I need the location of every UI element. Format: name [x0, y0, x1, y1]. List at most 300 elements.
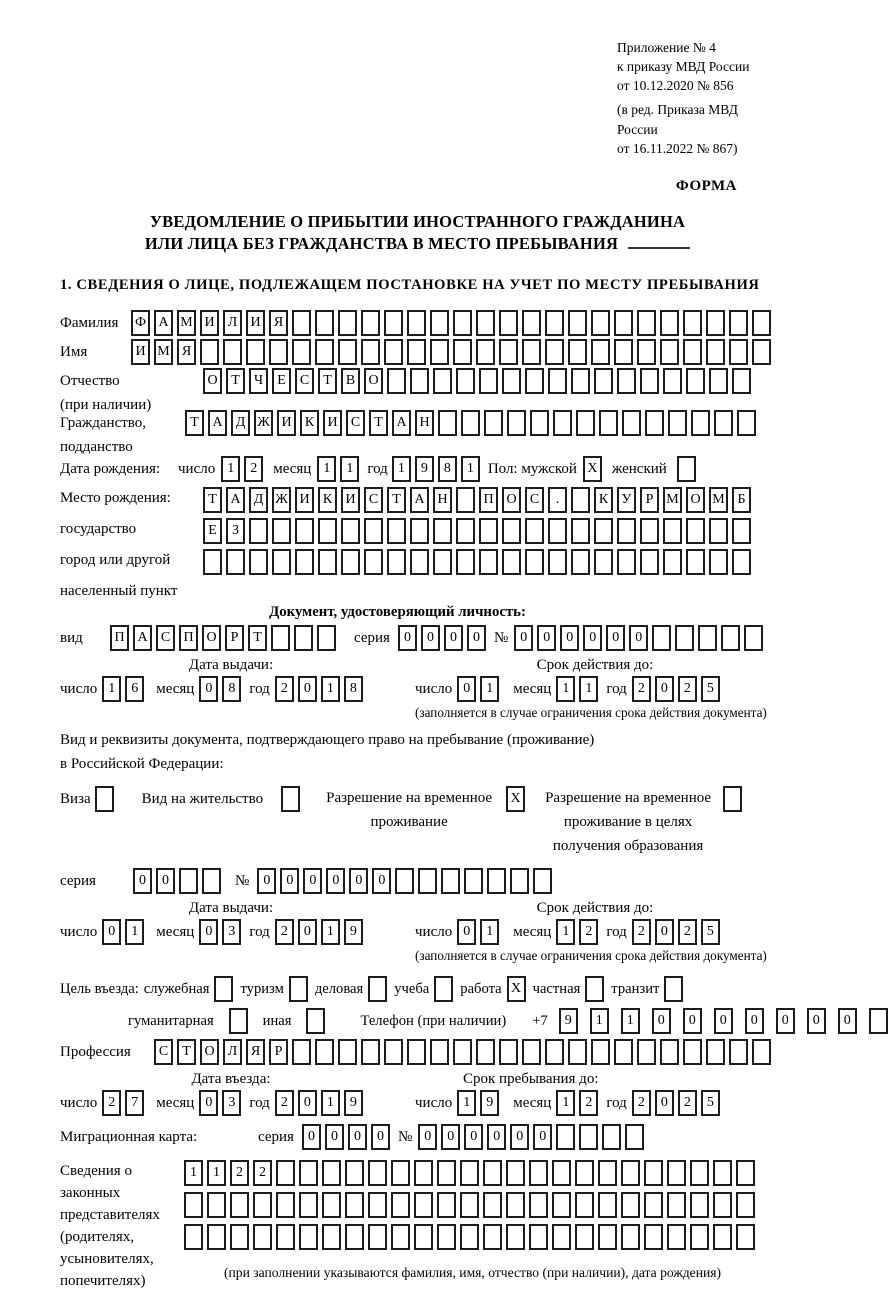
cell[interactable]	[271, 625, 290, 651]
cell[interactable]	[576, 410, 595, 436]
cell[interactable]	[683, 310, 702, 336]
cell[interactable]: В	[341, 368, 360, 394]
cell[interactable]	[510, 868, 529, 894]
cell[interactable]: 0	[583, 625, 602, 651]
cell[interactable]: Я	[177, 339, 196, 365]
cell[interactable]: 5	[701, 1090, 720, 1116]
cell[interactable]	[552, 1160, 571, 1186]
cell[interactable]	[667, 1160, 686, 1186]
cell[interactable]	[553, 410, 572, 436]
cell[interactable]	[281, 786, 300, 812]
cell[interactable]: К	[318, 487, 337, 513]
cell[interactable]	[338, 339, 357, 365]
cell[interactable]: 1	[579, 676, 598, 702]
res-valid-day-cells[interactable]	[457, 919, 503, 945]
cell[interactable]: 1	[321, 919, 340, 945]
cell[interactable]	[706, 310, 725, 336]
cell[interactable]	[295, 518, 314, 544]
cell[interactable]	[464, 868, 483, 894]
cell[interactable]: И	[246, 310, 265, 336]
cell[interactable]	[407, 310, 426, 336]
purpose-humanitarian-checkbox[interactable]	[224, 1008, 255, 1034]
doc-type-cells[interactable]	[110, 625, 340, 651]
cell[interactable]	[568, 310, 587, 336]
cell[interactable]	[723, 786, 742, 812]
cell[interactable]	[529, 1224, 548, 1250]
stay-year-cells[interactable]	[632, 1090, 724, 1116]
cell[interactable]	[660, 1039, 679, 1065]
res-issue-month-cells[interactable]	[199, 919, 245, 945]
cell[interactable]	[729, 310, 748, 336]
cell[interactable]: 1	[556, 676, 575, 702]
cell[interactable]	[407, 339, 426, 365]
cell[interactable]: Н	[415, 410, 434, 436]
cell[interactable]	[229, 1008, 248, 1034]
cell[interactable]	[483, 1192, 502, 1218]
cell[interactable]	[476, 339, 495, 365]
cell[interactable]	[384, 1039, 403, 1065]
cell[interactable]	[752, 310, 771, 336]
cell[interactable]: Я	[246, 1039, 265, 1065]
cell[interactable]	[533, 868, 552, 894]
cell[interactable]	[545, 310, 564, 336]
id-valid-year-cells[interactable]	[632, 676, 724, 702]
cell[interactable]	[640, 549, 659, 575]
cell[interactable]: 0	[745, 1008, 764, 1034]
cell[interactable]	[506, 1160, 525, 1186]
cell[interactable]	[591, 339, 610, 365]
cell[interactable]	[499, 339, 518, 365]
cell[interactable]: Д	[231, 410, 250, 436]
cell[interactable]	[249, 549, 268, 575]
cell[interactable]	[640, 368, 659, 394]
sex-female-checkbox[interactable]	[677, 456, 700, 482]
temp-permit-checkbox[interactable]	[506, 786, 529, 812]
cell[interactable]: Т	[177, 1039, 196, 1065]
cell[interactable]: О	[502, 487, 521, 513]
cell[interactable]	[686, 549, 705, 575]
cell[interactable]	[594, 549, 613, 575]
stay-day-cells[interactable]	[457, 1090, 503, 1116]
cell[interactable]	[713, 1160, 732, 1186]
cell[interactable]	[591, 310, 610, 336]
cell[interactable]	[637, 1039, 656, 1065]
cell[interactable]	[391, 1224, 410, 1250]
cell[interactable]	[645, 410, 664, 436]
cell[interactable]	[207, 1224, 226, 1250]
name-cells[interactable]	[131, 339, 775, 365]
cell[interactable]: 1	[556, 919, 575, 945]
cell[interactable]: 7	[125, 1090, 144, 1116]
cell[interactable]	[525, 368, 544, 394]
cell[interactable]: 0	[326, 868, 345, 894]
cell[interactable]: 0	[464, 1124, 483, 1150]
cell[interactable]	[479, 549, 498, 575]
cell[interactable]: А	[392, 410, 411, 436]
cell[interactable]	[318, 518, 337, 544]
cell[interactable]	[387, 518, 406, 544]
cell[interactable]: 0	[441, 1124, 460, 1150]
cell[interactable]	[575, 1160, 594, 1186]
purpose-private-checkbox[interactable]	[580, 976, 611, 1002]
res-issue-day-cells[interactable]	[102, 919, 148, 945]
cell[interactable]: 1	[461, 456, 480, 482]
cell[interactable]: 9	[344, 919, 363, 945]
cell[interactable]: 0	[371, 1124, 390, 1150]
cell[interactable]: Ж	[254, 410, 273, 436]
cell[interactable]: 0	[398, 625, 417, 651]
cell[interactable]	[599, 410, 618, 436]
cell[interactable]	[430, 339, 449, 365]
cell[interactable]	[709, 549, 728, 575]
entry-year-cells[interactable]	[275, 1090, 367, 1116]
cell[interactable]: Л	[223, 310, 242, 336]
cell[interactable]: 0	[776, 1008, 795, 1034]
cell[interactable]: 0	[714, 1008, 733, 1034]
cell[interactable]	[345, 1160, 364, 1186]
cell[interactable]: О	[202, 625, 221, 651]
cell[interactable]: С	[364, 487, 383, 513]
cell[interactable]: И	[200, 310, 219, 336]
cell[interactable]: 5	[701, 676, 720, 702]
cell[interactable]	[276, 1160, 295, 1186]
cell[interactable]: 2	[632, 1090, 651, 1116]
cell[interactable]	[361, 1039, 380, 1065]
cell[interactable]	[456, 518, 475, 544]
cell[interactable]	[869, 1008, 888, 1034]
cell[interactable]: А	[154, 310, 173, 336]
cell[interactable]	[499, 1039, 518, 1065]
cell[interactable]	[460, 1160, 479, 1186]
cell[interactable]: 0	[807, 1008, 826, 1034]
cell[interactable]: 0	[606, 625, 625, 651]
cell[interactable]	[663, 549, 682, 575]
cell[interactable]	[315, 339, 334, 365]
cell[interactable]: Т	[226, 368, 245, 394]
cell[interactable]	[652, 625, 671, 651]
doc-series-cells[interactable]	[398, 625, 490, 651]
mig-series-cells[interactable]	[302, 1124, 394, 1150]
entry-month-cells[interactable]	[199, 1090, 245, 1116]
cell[interactable]	[364, 549, 383, 575]
cell[interactable]	[602, 1124, 621, 1150]
cell[interactable]	[698, 625, 717, 651]
cell[interactable]	[200, 339, 219, 365]
cell[interactable]	[677, 456, 696, 482]
cell[interactable]: 1	[457, 1090, 476, 1116]
cell[interactable]: С	[156, 625, 175, 651]
purpose-other-checkbox[interactable]	[301, 1008, 332, 1034]
cell[interactable]	[502, 518, 521, 544]
cell[interactable]: К	[300, 410, 319, 436]
cell[interactable]: 1	[480, 676, 499, 702]
cell[interactable]: 0	[629, 625, 648, 651]
cell[interactable]: С	[525, 487, 544, 513]
legal-rep-cells-row2[interactable]	[184, 1192, 759, 1218]
cell[interactable]: А	[410, 487, 429, 513]
cell[interactable]	[668, 410, 687, 436]
cell[interactable]: 8	[222, 676, 241, 702]
cell[interactable]: 2	[678, 919, 697, 945]
purpose-study-checkbox[interactable]	[429, 976, 460, 1002]
cell[interactable]	[292, 339, 311, 365]
cell[interactable]	[338, 310, 357, 336]
cell[interactable]	[368, 1160, 387, 1186]
cell[interactable]	[322, 1160, 341, 1186]
id-issue-day-cells[interactable]	[102, 676, 148, 702]
cell[interactable]	[548, 368, 567, 394]
cell[interactable]: 9	[480, 1090, 499, 1116]
cell[interactable]	[184, 1224, 203, 1250]
cell[interactable]	[202, 868, 221, 894]
cell[interactable]	[614, 339, 633, 365]
cell[interactable]	[253, 1224, 272, 1250]
cell[interactable]	[686, 518, 705, 544]
cell[interactable]	[368, 1192, 387, 1218]
cell[interactable]	[460, 1192, 479, 1218]
cell[interactable]	[585, 976, 604, 1002]
cell[interactable]: 0	[303, 868, 322, 894]
cell[interactable]: 2	[579, 1090, 598, 1116]
cell[interactable]: 1	[392, 456, 411, 482]
cell[interactable]: Я	[269, 310, 288, 336]
cell[interactable]	[664, 976, 683, 1002]
cell[interactable]: С	[295, 368, 314, 394]
cell[interactable]	[315, 310, 334, 336]
cell[interactable]: 0	[655, 676, 674, 702]
cell[interactable]: X	[507, 976, 526, 1002]
cell[interactable]	[683, 1039, 702, 1065]
cell[interactable]	[299, 1224, 318, 1250]
cell[interactable]	[522, 339, 541, 365]
cell[interactable]: 0	[533, 1124, 552, 1150]
cell[interactable]	[690, 1224, 709, 1250]
cell[interactable]: 0	[280, 868, 299, 894]
cell[interactable]: О	[686, 487, 705, 513]
cell[interactable]	[625, 1124, 644, 1150]
resid-series-cells[interactable]	[133, 868, 225, 894]
cell[interactable]	[306, 1008, 325, 1034]
cell[interactable]: Б	[732, 487, 751, 513]
cell[interactable]	[545, 1039, 564, 1065]
cell[interactable]	[752, 339, 771, 365]
cell[interactable]	[575, 1192, 594, 1218]
cell[interactable]: С	[154, 1039, 173, 1065]
cell[interactable]	[226, 549, 245, 575]
cell[interactable]: Т	[369, 410, 388, 436]
cell[interactable]: 0	[298, 1090, 317, 1116]
cell[interactable]	[433, 549, 452, 575]
cell[interactable]: А	[226, 487, 245, 513]
cell[interactable]	[598, 1160, 617, 1186]
cell[interactable]: 0	[199, 1090, 218, 1116]
cell[interactable]: 9	[415, 456, 434, 482]
cell[interactable]	[621, 1192, 640, 1218]
cell[interactable]	[368, 1224, 387, 1250]
cell[interactable]	[713, 1192, 732, 1218]
cell[interactable]	[294, 625, 313, 651]
cell[interactable]	[571, 368, 590, 394]
cell[interactable]	[289, 976, 308, 1002]
birth-place-cells-row1[interactable]	[203, 487, 755, 513]
cell[interactable]: А	[208, 410, 227, 436]
res-valid-month-cells[interactable]	[556, 919, 602, 945]
id-valid-month-cells[interactable]	[556, 676, 602, 702]
cell[interactable]: К	[594, 487, 613, 513]
cell[interactable]	[752, 1039, 771, 1065]
cell[interactable]	[691, 410, 710, 436]
cell[interactable]	[414, 1160, 433, 1186]
cell[interactable]	[721, 625, 740, 651]
cell[interactable]	[317, 625, 336, 651]
cell[interactable]: 1	[221, 456, 240, 482]
mig-number-cells[interactable]	[418, 1124, 648, 1150]
cell[interactable]	[384, 310, 403, 336]
cell[interactable]	[483, 1224, 502, 1250]
birth-month-cells[interactable]	[317, 456, 363, 482]
cell[interactable]	[345, 1224, 364, 1250]
cell[interactable]	[575, 1224, 594, 1250]
cell[interactable]: П	[110, 625, 129, 651]
residence-permit-checkbox[interactable]	[281, 786, 304, 812]
cell[interactable]	[675, 625, 694, 651]
cell[interactable]	[414, 1224, 433, 1250]
cell[interactable]	[184, 1192, 203, 1218]
cell[interactable]: 0	[302, 1124, 321, 1150]
cell[interactable]: 0	[372, 868, 391, 894]
cell[interactable]	[548, 549, 567, 575]
cell[interactable]: 0	[133, 868, 152, 894]
cell[interactable]: 0	[298, 676, 317, 702]
cell[interactable]: 2	[632, 919, 651, 945]
cell[interactable]	[732, 518, 751, 544]
citizenship-cells[interactable]	[185, 410, 760, 436]
cell[interactable]	[223, 339, 242, 365]
cell[interactable]: М	[177, 310, 196, 336]
cell[interactable]	[637, 310, 656, 336]
cell[interactable]	[299, 1160, 318, 1186]
res-issue-year-cells[interactable]	[275, 919, 367, 945]
cell[interactable]	[418, 868, 437, 894]
cell[interactable]: 2	[678, 1090, 697, 1116]
cell[interactable]	[709, 368, 728, 394]
cell[interactable]	[315, 1039, 334, 1065]
cell[interactable]	[341, 518, 360, 544]
cell[interactable]: Т	[387, 487, 406, 513]
cell[interactable]	[246, 339, 265, 365]
cell[interactable]	[736, 1192, 755, 1218]
cell[interactable]: 2	[244, 456, 263, 482]
cell[interactable]	[461, 410, 480, 436]
cell[interactable]: .	[548, 487, 567, 513]
patronymic-cells[interactable]	[203, 368, 755, 394]
cell[interactable]	[338, 1039, 357, 1065]
cell[interactable]: 1	[321, 676, 340, 702]
cell[interactable]	[686, 368, 705, 394]
purpose-tourism-checkbox[interactable]	[284, 976, 315, 1002]
cell[interactable]	[598, 1224, 617, 1250]
cell[interactable]: 0	[418, 1124, 437, 1150]
cell[interactable]	[230, 1192, 249, 1218]
cell[interactable]: И	[277, 410, 296, 436]
cell[interactable]: 0	[537, 625, 556, 651]
cell[interactable]: 0	[199, 919, 218, 945]
stay-month-cells[interactable]	[556, 1090, 602, 1116]
cell[interactable]	[507, 410, 526, 436]
cell[interactable]: 0	[510, 1124, 529, 1150]
cell[interactable]	[410, 518, 429, 544]
purpose-transit-checkbox[interactable]	[659, 976, 690, 1002]
cell[interactable]	[433, 518, 452, 544]
cell[interactable]: 2	[102, 1090, 121, 1116]
cell[interactable]	[548, 518, 567, 544]
cell[interactable]	[456, 368, 475, 394]
cell[interactable]	[598, 1192, 617, 1218]
cell[interactable]: 0	[560, 625, 579, 651]
cell[interactable]	[729, 1039, 748, 1065]
cell[interactable]	[614, 1039, 633, 1065]
cell[interactable]	[272, 549, 291, 575]
cell[interactable]	[640, 518, 659, 544]
cell[interactable]: 0	[655, 919, 674, 945]
cell[interactable]	[249, 518, 268, 544]
cell[interactable]	[667, 1224, 686, 1250]
cell[interactable]: 2	[579, 919, 598, 945]
cell[interactable]: М	[709, 487, 728, 513]
cell[interactable]	[502, 549, 521, 575]
cell[interactable]	[709, 518, 728, 544]
cell[interactable]: 1	[207, 1160, 226, 1186]
cell[interactable]	[529, 1160, 548, 1186]
cell[interactable]	[479, 368, 498, 394]
cell[interactable]	[456, 549, 475, 575]
cell[interactable]	[230, 1224, 249, 1250]
cell[interactable]: П	[179, 625, 198, 651]
cell[interactable]	[545, 339, 564, 365]
cell[interactable]	[660, 310, 679, 336]
cell[interactable]: Т	[203, 487, 222, 513]
cell[interactable]: И	[341, 487, 360, 513]
cell[interactable]: 8	[344, 676, 363, 702]
cell[interactable]	[292, 1039, 311, 1065]
cell[interactable]	[525, 518, 544, 544]
cell[interactable]: И	[295, 487, 314, 513]
res-valid-year-cells[interactable]	[632, 919, 724, 945]
cell[interactable]: С	[346, 410, 365, 436]
cell[interactable]: 0	[655, 1090, 674, 1116]
cell[interactable]: З	[226, 518, 245, 544]
cell[interactable]	[690, 1192, 709, 1218]
cell[interactable]	[430, 310, 449, 336]
cell[interactable]: X	[583, 456, 602, 482]
cell[interactable]	[95, 786, 114, 812]
resid-number-cells[interactable]	[257, 868, 556, 894]
cell[interactable]	[395, 868, 414, 894]
cell[interactable]	[269, 339, 288, 365]
cell[interactable]	[714, 410, 733, 436]
cell[interactable]	[345, 1192, 364, 1218]
cell[interactable]	[525, 549, 544, 575]
cell[interactable]	[253, 1192, 272, 1218]
cell[interactable]	[272, 518, 291, 544]
cell[interactable]	[437, 1160, 456, 1186]
cell[interactable]	[621, 1224, 640, 1250]
cell[interactable]: 0	[457, 919, 476, 945]
cell[interactable]	[736, 1224, 755, 1250]
cell[interactable]	[407, 1039, 426, 1065]
id-issue-year-cells[interactable]	[275, 676, 367, 702]
cell[interactable]: Д	[249, 487, 268, 513]
